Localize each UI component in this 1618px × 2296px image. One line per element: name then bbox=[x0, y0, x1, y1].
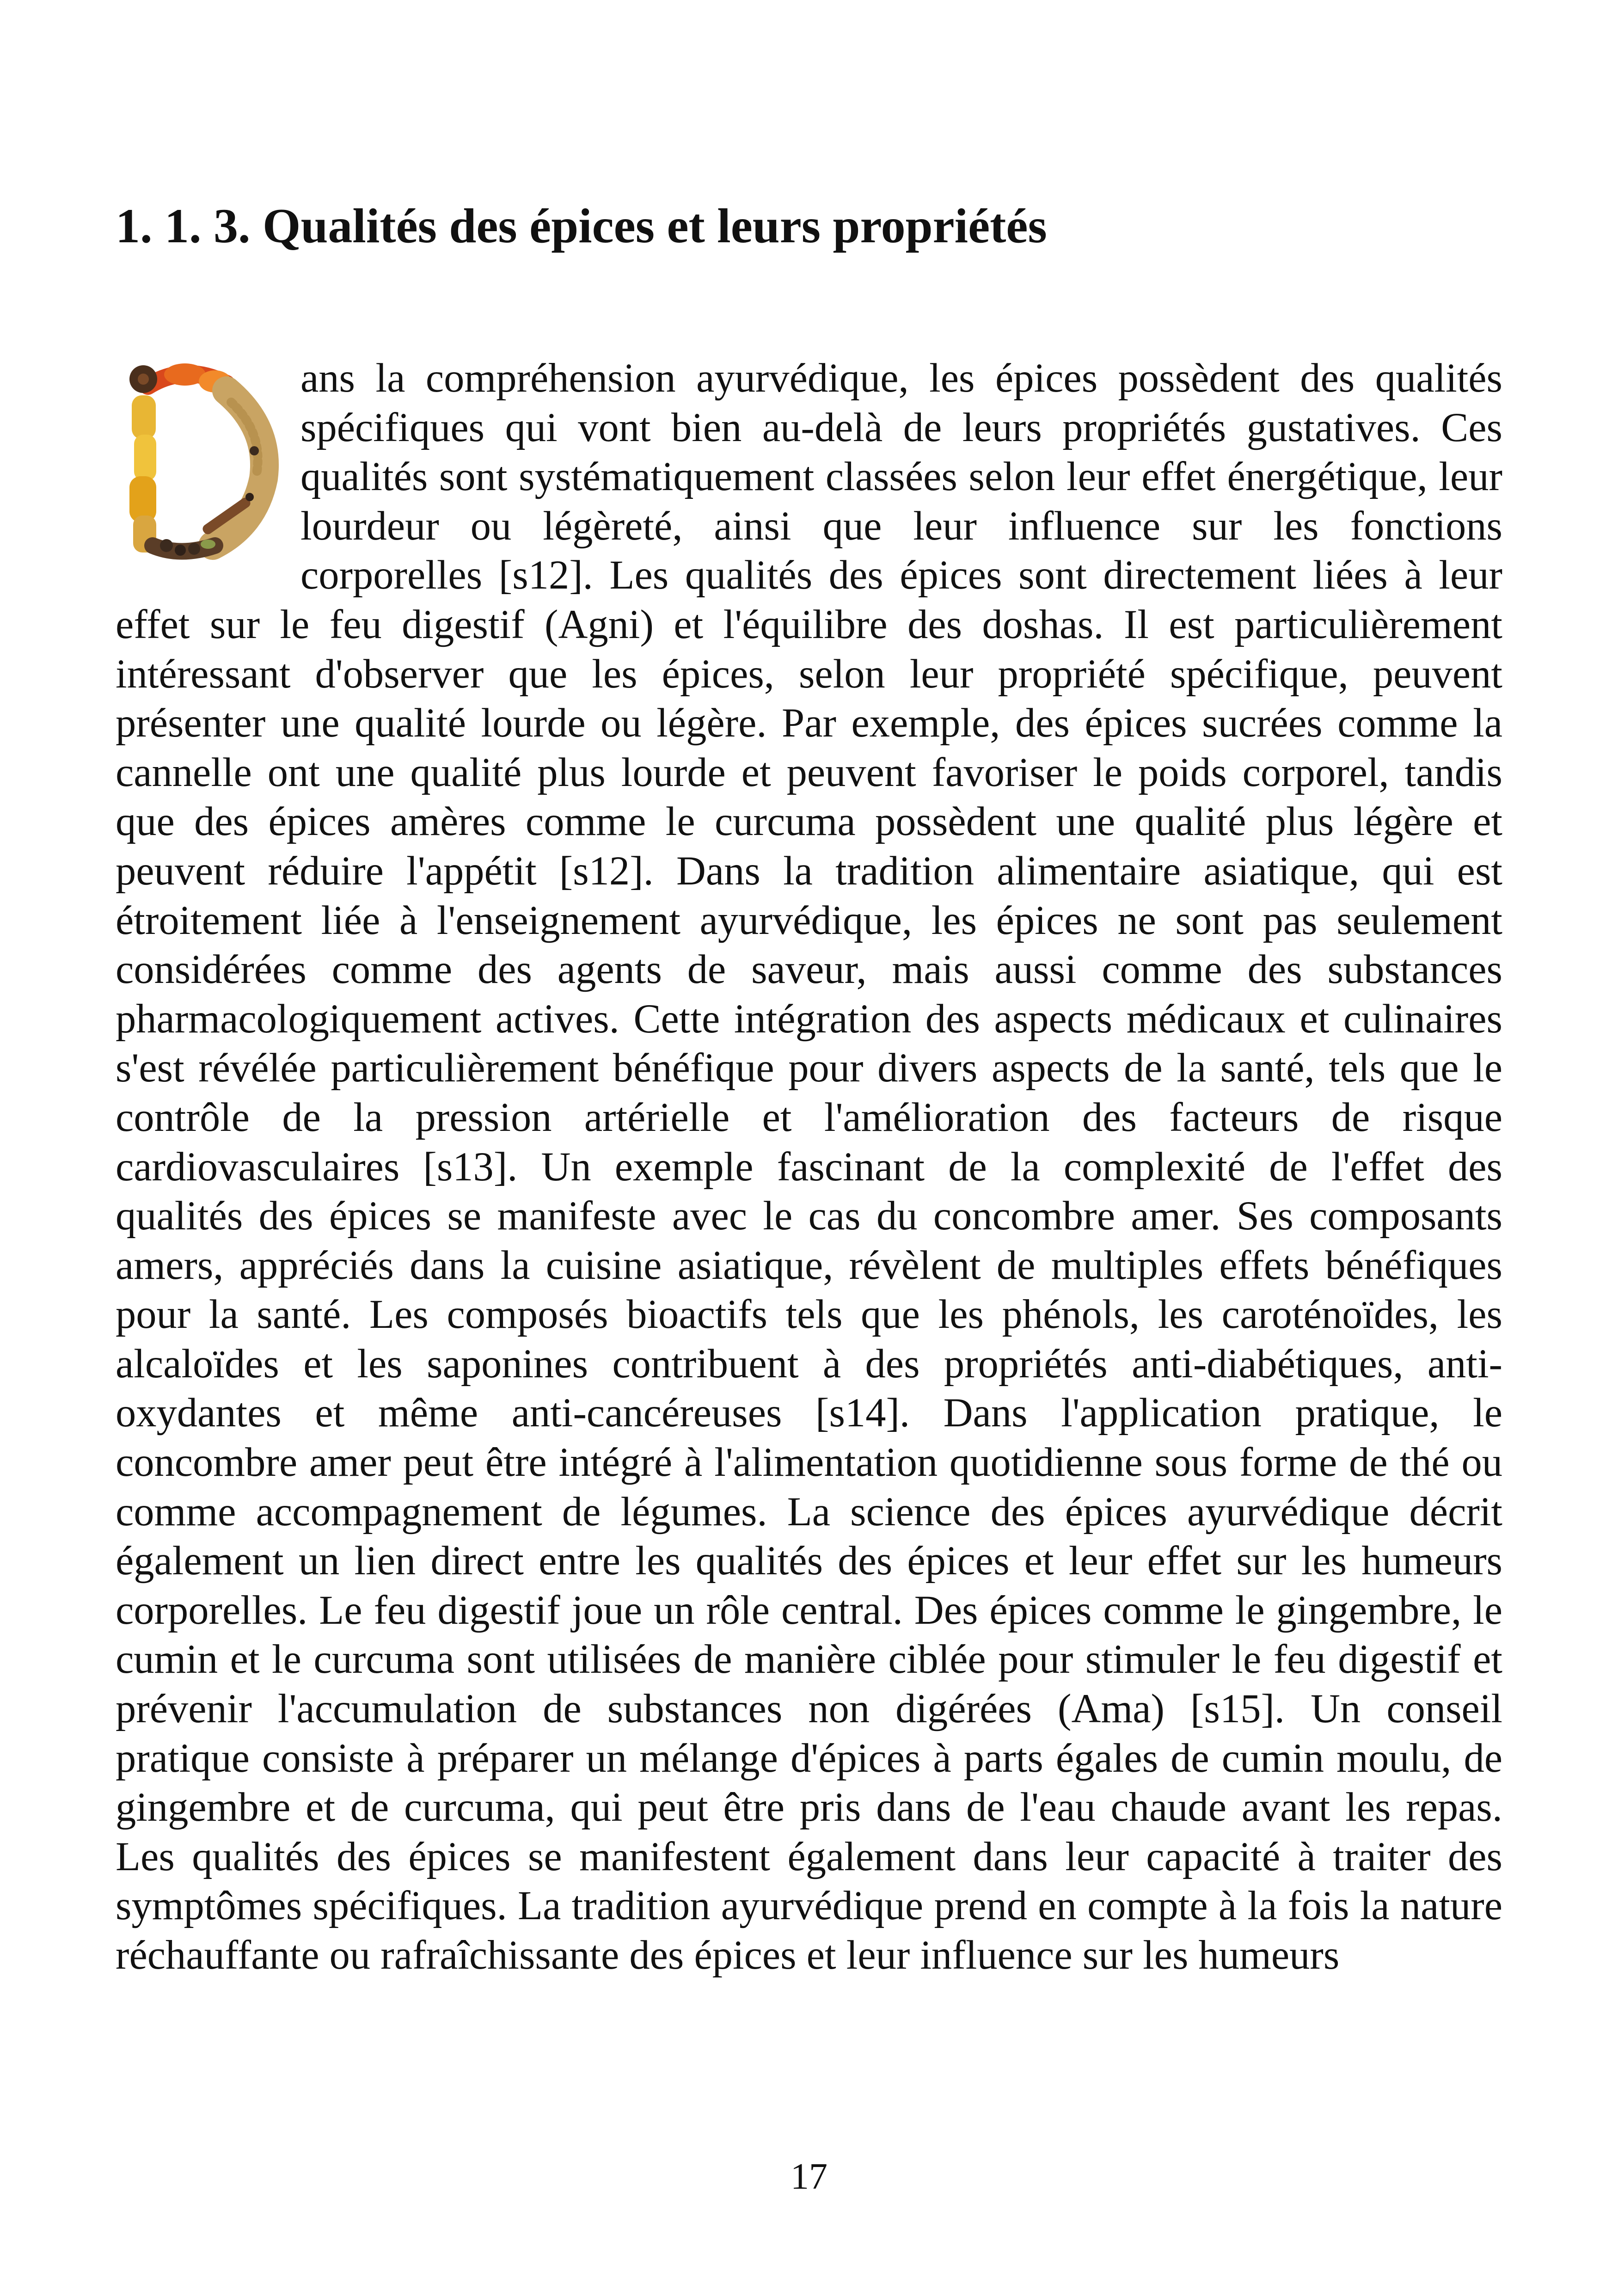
body-paragraph: ans la compréhension ayurvédique, les épices possèdent des qualités spécifiques qui vont bien au-delà de leurs propriétés gustatives. Ces qualités sont systématiquement classées selon leur effet énergétique, leur lourdeur ou légèreté, ainsi que leur influence sur les fonctions corporelles [s12]. Les qualités des épices sont directement liées à leur effet sur le feu digestif (Agni) et l'équilibre des doshas. Il est particulièrement intéressant d'observer que les épices, selon leur propriété spécifique, peuvent présenter une qualité lourde ou légère. Par exemple, des épices sucrées comme la cannelle ont une qualité plus lourde et peuvent favoriser le poids corporel, tandis que des épices amères comme le curcuma possèdent une qualité plus légère et peuvent réduire l'appétit [s12]. Dans la tradition alimentaire asiatique, qui est étroitement liée à l'enseignement ayurvédique, les épices ne sont pas seulement considérées comme des agents de saveur, mais aussi comme des substances pharmacologiquement actives. Cette intégration des aspects médicaux et culinaires s'est révélée particulièrement bénéfique pour divers aspects de la santé, tels que le contrôle de la pression artérielle et l'amélioration des facteurs de risque cardiovasculaires [s13]. Un exemple fascinant de la complexité de l'effet des qualités des épices se manifeste avec le cas du concombre amer. Ses composants amers, appréciés dans la cuisine asiatique, révèlent de multiples effets bénéfiques pour la santé. Les composés bioactifs tels que les phénols, les caroténoïdes, les alcaloïdes et les saponines contribuent à des propriétés anti-diabétiques, anti-oxydantes et même anti-cancéreuses [s14]. Dans l'application pratique, le concombre amer peut être intégré à l'alimentation quotidienne sous forme de thé ou comme accompagnement de légumes. La science des épices ayurvédique décrit également un lien direct entre les qualités des épices et leur effet sur les humeurs corporelles. Le feu digestif joue un rôle central. Des épices comme le gingembre, le cumin et le curcuma sont utilisées de manière ciblée pour stimuler le feu digestif et prévenir l'accumulation de substances non digérées (Ama) [s15]. Un conseil pratique consiste à préparer un mélange d'épices à parts égales de cumin moulu, de gingembre et de curcuma, qui peut être pris dans de l'eau chaude avant les repas. Les qualités des épices se manifestent également dans leur capacité à traiter des symptômes spécifiques. La tradition ayurvédique prend en compte à la fois la nature réchauffante ou rafraîchissante des épices et leur influence sur les humeurs bbox=[116, 356, 1502, 1978]
section-heading: 1. 1. 3. Qualités des épices et leurs propriétés bbox=[116, 199, 1047, 253]
decorative-dropcap bbox=[116, 358, 282, 562]
spice-letter-d-icon bbox=[116, 358, 282, 562]
section-body bbox=[116, 354, 1502, 1980]
page-number: 17 bbox=[791, 2156, 827, 2197]
